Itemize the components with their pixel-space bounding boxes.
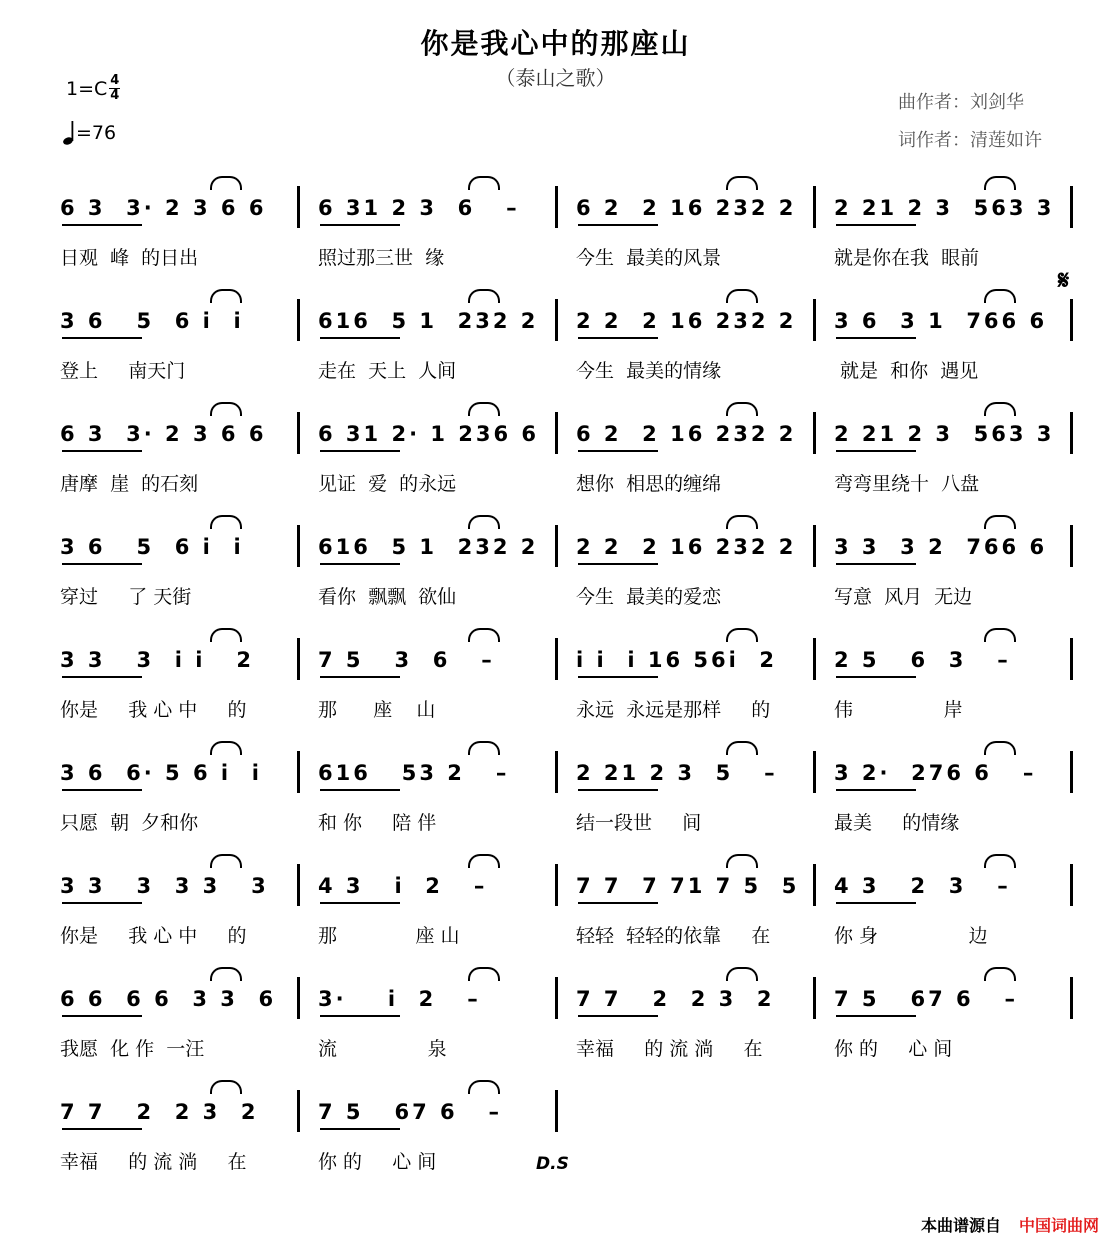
song-subtitle: （泰山之歌） [495,66,616,90]
source-label: 本曲谱源自 [920,1216,1001,1235]
song-title: 你是我心中的那座山 [420,27,691,60]
tie-arc [726,854,758,868]
tie-arc [468,741,500,755]
tie-arc [726,176,758,190]
tie-arc [210,176,242,190]
score-row [0,632,1111,745]
measure-notes: 7 5 67 6 – [834,987,1019,1011]
tie-arc [726,515,758,529]
beam-underline [578,224,658,226]
lyric-text: 最美 的情缘 [834,812,960,834]
barline [555,977,558,1019]
lyric-text: 那 座 山 [318,925,460,947]
tempo-marking [62,120,116,146]
beam-underline [62,1128,142,1130]
score-row [0,519,1111,632]
beam-underline [62,563,142,565]
barline [555,412,558,454]
measure-notes: 2 21 2 3 563 3 [834,196,1055,220]
tie-arc [726,402,758,416]
beam-underline [578,450,658,452]
lyric-text: 今生 最美的情缘 [576,360,722,382]
lyric-text: 唐摩 崖 的石刻 [60,473,199,495]
lyric-text: 伟 岸 [834,699,963,721]
key-signature [66,74,120,103]
lyric-line [60,582,1080,610]
score-row [0,858,1111,971]
lyric-text: 想你 相思的缠绵 [576,473,722,495]
measure-notes: 3 6 6· 5 6 i i [60,761,262,785]
barline [813,186,816,228]
lyric-line [60,1147,1080,1175]
lyric-text: 你 的 心 间 [834,1038,953,1060]
barline [813,977,816,1019]
barline [297,977,300,1019]
lyric-line [60,921,1080,949]
measure-notes: 616 5 1 232 2 [318,535,539,559]
tie-arc [468,854,500,868]
barline [555,864,558,906]
lyric-line [60,1034,1080,1062]
lyric-text: 轻轻 轻轻的依靠 在 [576,925,771,947]
lyric-text: 那 座 山 [318,699,436,721]
beam-underline [320,789,400,791]
credits [898,84,1042,160]
lyric-text: 看你 飘飘 欲仙 [318,586,457,608]
score-row [0,745,1111,858]
beam-underline [62,1015,142,1017]
time-top: 4 [110,73,120,88]
lyric-text: 走在 天上 人间 [318,360,457,382]
beam-underline [836,563,916,565]
lyric-text: 就是你在我 眼前 [834,247,980,269]
measure-notes: 7 7 7 71 7 5 5 [576,874,800,898]
brand-label: 中国词曲网 [1018,1216,1099,1235]
beam-underline [578,902,658,904]
beam-underline [62,789,142,791]
lyric-line [60,243,1080,271]
lyric-text: 穿过 了 天街 [60,586,192,608]
measure-notes: 6 6 6 6 3 3 6 [60,987,277,1011]
barline [1070,412,1073,454]
ds-marking: D.S [536,1154,569,1174]
measure-notes: 616 5 1 232 2 [318,309,539,333]
beam-underline [320,224,400,226]
barline [1070,186,1073,228]
beam-underline [320,902,400,904]
barline [1070,977,1073,1019]
lyric-text: 你是 我 心 中 的 [60,699,247,721]
measure-notes: 6 2 2 16 232 2 [576,196,797,220]
tie-arc [210,515,242,529]
barline [1070,299,1073,341]
tie-arc [468,967,500,981]
barline [1070,638,1073,680]
score-row [0,293,1111,406]
lyric-text: 幸福 的 流 淌 在 [576,1038,763,1060]
lyric-text: 只愿 朝 夕和你 [60,812,199,834]
beam-underline [320,563,400,565]
measure-notes: 3 3 3 2 766 6 [834,535,1048,559]
lyric-text: 今生 最美的风景 [576,247,722,269]
segno-sign: 𝄋 [1058,266,1070,296]
quarter-note-icon [62,120,76,146]
beam-underline [836,902,916,904]
tie-arc [726,967,758,981]
measure-notes: 3 6 3 1 766 6 [834,309,1048,333]
tie-arc [468,289,500,303]
measure-notes: 2 5 6 3 – [834,648,1011,672]
beam-underline [836,337,916,339]
measure-notes: 6 31 2 3 6 – [318,196,520,220]
score-row [0,1084,1111,1197]
measure-notes: i i i 16 56i 2 [576,648,778,672]
measure-notes: 4 3 2 3 – [834,874,1011,898]
lyric-text: 流 泉 [318,1038,447,1060]
lyric-text: 今生 最美的爱恋 [576,586,722,608]
measure-notes: 7 5 3 6 – [318,648,495,672]
barline [555,751,558,793]
notation-line [60,529,1080,571]
lyric-text: 你 的 心 间 [318,1151,437,1173]
barline [813,751,816,793]
tie-arc [984,402,1016,416]
measure-notes: 2 2 2 16 232 2 [576,535,797,559]
measure-notes: 3 3 3 3 3 3 [60,874,269,898]
barline [297,412,300,454]
tie-arc [210,1080,242,1094]
lyric-text: 结一段世 间 [576,812,702,834]
lyric-text: 就是 和你 遇见 [834,360,979,382]
barline [813,864,816,906]
source-footer [921,1213,1099,1236]
beam-underline [320,1015,400,1017]
tie-arc [984,628,1016,642]
barline [297,299,300,341]
barline [555,638,558,680]
lyric-text: 登上 南天门 [60,360,186,382]
measure-notes: 7 7 2 2 3 2 [576,987,775,1011]
notation-line [60,190,1080,232]
beam-underline [836,676,916,678]
tie-arc [210,628,242,642]
beam-underline [320,676,400,678]
measure-notes: 6 3 3· 2 3 6 6 [60,422,267,446]
measure-notes: 616 53 2 – [318,761,510,785]
beam-underline [578,1015,658,1017]
barline [297,638,300,680]
lyric-text: 写意 风月 无边 [834,586,973,608]
lyric-line [60,469,1080,497]
lyric-text: 照过那三世 缘 [318,247,445,269]
measure-notes: 6 31 2· 1 236 6 [318,422,540,446]
lyric-line [60,356,1080,384]
time-signature [109,74,120,103]
notation-line [60,755,1080,797]
notation-line [60,642,1080,684]
lyric-line [60,808,1080,836]
barline [555,525,558,567]
beam-underline [320,450,400,452]
tie-arc [984,515,1016,529]
tie-arc [468,402,500,416]
measure-notes: 3· i 2 – [318,987,481,1011]
time-bottom: 4 [110,88,120,103]
barline [813,638,816,680]
barline [555,299,558,341]
beam-underline [62,902,142,904]
tie-arc [726,289,758,303]
beam-underline [62,224,142,226]
lyric-text: 幸福 的 流 淌 在 [60,1151,247,1173]
barline [555,1090,558,1132]
measure-notes: 3 3 3 i i 2 [60,648,254,672]
lyric-text: 你 身 边 [834,925,988,947]
notation-line [60,981,1080,1023]
beam-underline [578,563,658,565]
tie-arc [726,628,758,642]
tempo-value: =76 [76,122,117,144]
barline [297,1090,300,1132]
beam-underline [578,676,658,678]
measure-notes: 3 6 5 6 i i [60,309,244,333]
lyricist-credit: 词作者：清莲如许 [898,130,1042,151]
score-row [0,971,1111,1084]
barline [297,186,300,228]
tie-arc [210,741,242,755]
barline [813,412,816,454]
barline [297,751,300,793]
measure-notes: 6 3 3· 2 3 6 6 [60,196,267,220]
tie-arc [468,1080,500,1094]
beam-underline [578,337,658,339]
beam-underline [62,450,142,452]
lyric-text: 永远 永远是那样 的 [576,699,771,721]
tie-arc [984,289,1016,303]
score-row [0,180,1111,293]
tie-arc [210,854,242,868]
measure-notes: 7 7 2 2 3 2 [60,1100,259,1124]
notation-line [60,416,1080,458]
beam-underline [836,789,916,791]
beam-underline [62,337,142,339]
beam-underline [320,337,400,339]
measure-notes: 4 3 i 2 – [318,874,488,898]
measure-notes: 3 6 5 6 i i [60,535,244,559]
tie-arc [210,289,242,303]
tie-arc [984,741,1016,755]
lyric-text: 你是 我 心 中 的 [60,925,247,947]
tie-arc [984,967,1016,981]
score-row [0,406,1111,519]
beam-underline [320,1128,400,1130]
barline [1070,751,1073,793]
lyric-line [60,695,1080,723]
tie-arc [468,176,500,190]
tie-arc [210,402,242,416]
tie-arc [726,741,758,755]
lyric-text: 弯弯里绕十 八盘 [834,473,980,495]
beam-underline [836,450,916,452]
measure-notes: 6 2 2 16 232 2 [576,422,797,446]
notation-line [60,303,1080,345]
barline [1070,864,1073,906]
beam-underline [836,224,916,226]
lyric-text: 和 你 陪 伴 [318,812,437,834]
composer-credit: 曲作者：刘剑华 [898,92,1024,113]
barline [555,186,558,228]
lyric-text: 日观 峰 的日出 [60,247,199,269]
lyric-text: 我愿 化 作 一汪 [60,1038,205,1060]
barline [297,864,300,906]
lyric-text: 见证 爱 的永远 [318,473,457,495]
measure-notes: 2 21 2 3 563 3 [834,422,1055,446]
measure-notes: 2 2 2 16 232 2 [576,309,797,333]
beam-underline [836,1015,916,1017]
key-label: 1=C [66,77,108,100]
tie-arc [984,176,1016,190]
beam-underline [62,676,142,678]
tie-arc [468,515,500,529]
notation-line [60,1094,1080,1136]
tie-arc [210,967,242,981]
measure-notes: 2 21 2 3 5 – [576,761,778,785]
tie-arc [468,628,500,642]
barline [813,525,816,567]
barline [1070,525,1073,567]
measure-notes: 7 5 67 6 – [318,1100,503,1124]
beam-underline [578,789,658,791]
barline [813,299,816,341]
barline [297,525,300,567]
measure-notes: 3 2· 276 6 – [834,761,1037,785]
tie-arc [984,854,1016,868]
notation-line [60,868,1080,910]
